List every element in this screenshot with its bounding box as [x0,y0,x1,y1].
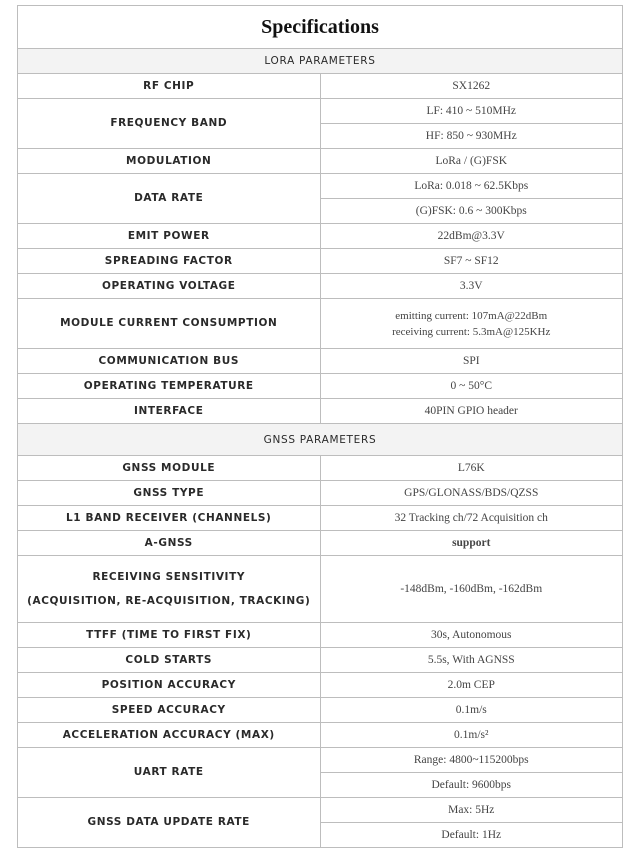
position-accuracy-value: 2.0m CEP [320,673,623,698]
receiving-sensitivity-label [18,556,321,623]
a-gnss-label: A-GNSS [18,531,321,556]
spec-row-acceleration-accuracy [18,723,623,748]
spec-row-speed-accuracy [18,698,623,723]
emitting-current-value: emitting current: 107mA@22dBm [395,309,548,322]
spec-row-spreading-factor [18,249,623,274]
gnss-section-title: GNSS PARAMETERS [18,424,623,456]
uart-rate-label: UART RATE [18,748,321,798]
spec-row-cold-starts [18,648,623,673]
spec-row-update-rate [18,798,623,823]
data-rate-lora-value: LoRa: 0.018 ~ 62.5Kbps [320,174,623,199]
receiving-sensitivity-label-line1: RECEIVING SENSITIVITY [92,570,246,583]
receiving-sensitivity-label-line2: (ACQUISITION, RE-ACQUISITION, TRACKING) [27,594,311,607]
acceleration-accuracy-value: 0.1m/s² [320,723,623,748]
data-rate-gfsk-value: (G)FSK: 0.6 ~ 300Kbps [320,199,623,224]
a-gnss-value: support [320,531,623,556]
lora-section-title: LORA PARAMETERS [18,49,623,74]
spec-row-operating-voltage [18,274,623,299]
acceleration-accuracy-label: ACCELERATION ACCURACY (MAX) [18,723,321,748]
modulation-label: MODULATION [18,149,321,174]
rf-chip-label: RF CHIP [18,74,321,99]
operating-voltage-label: OPERATING VOLTAGE [18,274,321,299]
spec-row-receiving-sensitivity [18,556,623,623]
gnss-type-value: GPS/GLONASS/BDS/QZSS [320,481,623,506]
current-consumption-label: MODULE CURRENT CONSUMPTION [18,299,321,349]
emit-power-label: EMIT POWER [18,224,321,249]
uart-rate-default-value: Default: 9600bps [320,773,623,798]
cold-starts-label: COLD STARTS [18,648,321,673]
spreading-factor-label: SPREADING FACTOR [18,249,321,274]
cold-starts-value: 5.5s, With AGNSS [320,648,623,673]
spec-row-interface [18,399,623,424]
gnss-module-label: GNSS MODULE [18,456,321,481]
receiving-current-value: receiving current: 5.3mA@125KHz [392,325,551,338]
interface-label: INTERFACE [18,399,321,424]
update-rate-default-value: Default: 1Hz [320,823,623,848]
l1-band-value: 32 Tracking ch/72 Acquisition ch [320,506,623,531]
spreading-factor-value: SF7 ~ SF12 [320,249,623,274]
spec-row-gnss-module [18,456,623,481]
spec-row-rf-chip [18,74,623,99]
rf-chip-value: SX1262 [320,74,623,99]
current-consumption-value [320,299,623,349]
speed-accuracy-label: SPEED ACCURACY [18,698,321,723]
data-rate-label: DATA RATE [18,174,321,224]
spec-row-modulation [18,149,623,174]
communication-bus-value: SPI [320,349,623,374]
gnss-module-value: L76K [320,456,623,481]
speed-accuracy-value: 0.1m/s [320,698,623,723]
ttff-label: TTFF (TIME TO FIRST FIX) [18,623,321,648]
emit-power-value: 22dBm@3.3V [320,224,623,249]
title-row [18,6,623,49]
spec-row-l1-band [18,506,623,531]
spec-row-data-rate [18,174,623,199]
gnss-section-row [18,424,623,456]
frequency-band-label: FREQUENCY BAND [18,99,321,149]
page-title: Specifications [18,6,623,49]
spec-row-uart-rate [18,748,623,773]
ttff-value: 30s, Autonomous [320,623,623,648]
spec-row-ttff [18,623,623,648]
frequency-band-hf-value: HF: 850 ~ 930MHz [320,124,623,149]
spec-row-communication-bus [18,349,623,374]
communication-bus-label: COMMUNICATION BUS [18,349,321,374]
frequency-band-lf-value: LF: 410 ~ 510MHz [320,99,623,124]
lora-section-row [18,49,623,74]
l1-band-label: L1 BAND RECEIVER (CHANNELS) [18,506,321,531]
update-rate-max-value: Max: 5Hz [320,798,623,823]
spec-row-emit-power [18,224,623,249]
uart-rate-range-value: Range: 4800~115200bps [320,748,623,773]
operating-temperature-label: OPERATING TEMPERATURE [18,374,321,399]
spec-row-frequency-band [18,99,623,124]
interface-value: 40PIN GPIO header [320,399,623,424]
spec-row-a-gnss [18,531,623,556]
spec-row-position-accuracy [18,673,623,698]
update-rate-label: GNSS DATA UPDATE RATE [18,798,321,848]
modulation-value: LoRa / (G)FSK [320,149,623,174]
specifications-table [17,5,623,848]
position-accuracy-label: POSITION ACCURACY [18,673,321,698]
gnss-type-label: GNSS TYPE [18,481,321,506]
receiving-sensitivity-value: -148dBm, -160dBm, -162dBm [320,556,623,623]
spec-row-gnss-type [18,481,623,506]
spec-row-current-consumption [18,299,623,349]
spec-row-operating-temperature [18,374,623,399]
operating-voltage-value: 3.3V [320,274,623,299]
operating-temperature-value: 0 ~ 50°C [320,374,623,399]
